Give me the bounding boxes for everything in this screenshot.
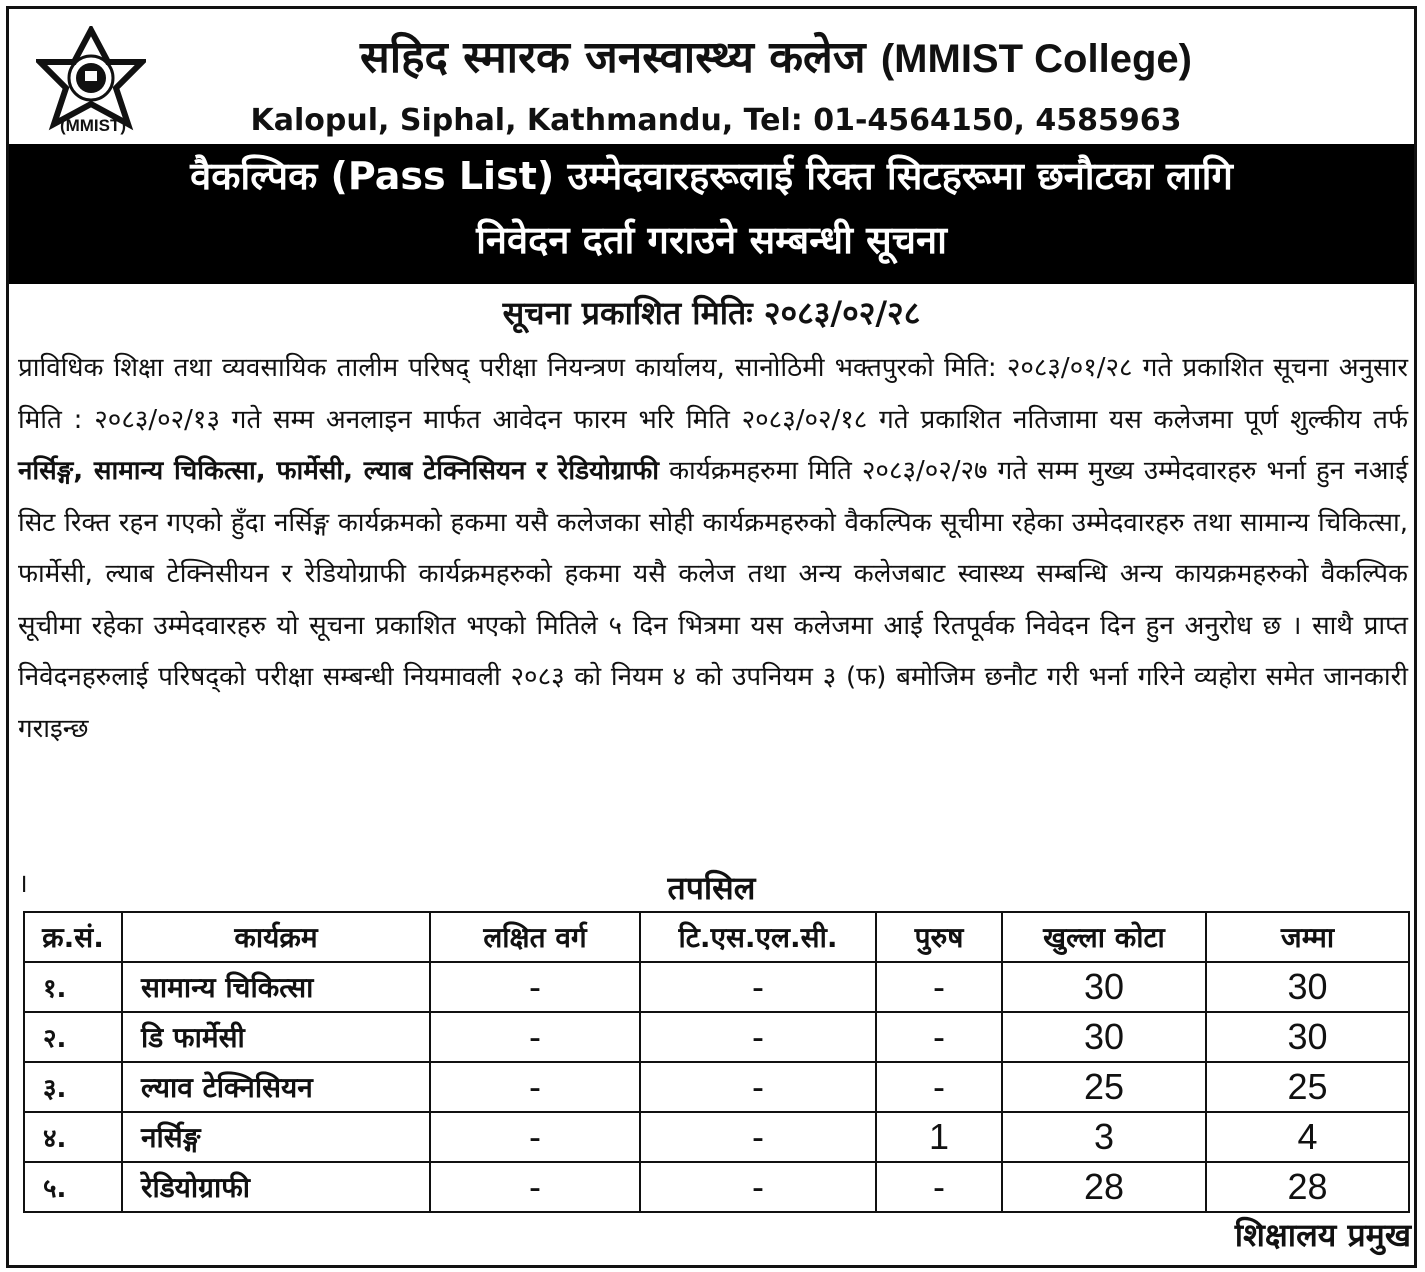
header-open-quota: खुल्ला कोटा xyxy=(1002,912,1206,962)
cell-targeted-group: - xyxy=(430,1062,640,1112)
cell-program: डि फार्मेसी xyxy=(122,1012,430,1062)
body-part-2: कार्यक्रमहरुमा मिति २०८३/०२/२७ गते सम्म मुख्य उम्मेदवारहरु भर्ना हुन नआई सिट रिक्त रहन गएको हुँदा नर्सिङ्ग कार्यक्रमको हकमा यसै कलेजका सोही कार्यक्रमहरुको वैकल्पिक सूचीमा रहेका उम्मेदवारहरु तथा सामान्य चिकित्सा, फार्मेसी, ल्याब टेक्निसीयन र रेडियोग्राफी कार्यक्रमहरुको हकमा यसै कलेज तथा अन्य कलेजबाट स्वास्थ्य सम्बन्धि अन्य कायक्रमहरुको वैकल्पिक सूचीमा रहेका उम्मेदवारहरु यो सूचना प्रकाशित भएको मितिले ५ दिन भित्रमा यस कलेजमा आई रितपूर्वक निवेदन दिन हुन अनुरोध छ । साथै प्राप्त निवेदनहरुलाई परिषद्को परीक्षा सम्बन्धी नियमावली २०८३ को नियम ४ को उपनियम ३ (फ) बमोजिम छनौट गरी भर्ना गरिने व्यहोरा समेत जानकारी गराइन्छ xyxy=(18,456,1408,744)
cell-total: 28 xyxy=(1206,1162,1409,1212)
cell-serial: ३. xyxy=(24,1062,122,1112)
cell-total: 30 xyxy=(1206,1012,1409,1062)
signature-line: शिक्षालय प्रमुख xyxy=(1234,1216,1411,1254)
notice-title-line1: वैकल्पिक (Pass List) उम्मेदवारहरूलाई रिक्त सिटहरूमा छनौटका लागि xyxy=(190,154,1233,198)
college-name-nepali: सहिद स्मारक जनस्वास्थ्य कलेज xyxy=(360,32,866,83)
cell-male: 1 xyxy=(876,1112,1002,1162)
college-address: Kalopul, Siphal, Kathmandu, Tel: 01-4564150, 4585963 xyxy=(250,103,1182,138)
notice-title-banner xyxy=(9,144,1414,284)
cell-serial: १. xyxy=(24,962,122,1012)
table-header-row xyxy=(24,912,1409,962)
header-targeted-group: लक्षित वर्ग xyxy=(430,912,640,962)
table-row xyxy=(24,1062,1409,1112)
body-end-mark: । xyxy=(18,869,28,899)
table-row xyxy=(24,962,1409,1012)
cell-program: ल्याव टेक्निसियन xyxy=(122,1062,430,1112)
seats-table xyxy=(23,911,1410,1213)
cell-serial: ५. xyxy=(24,1162,122,1212)
college-name-english: (MMIST College) xyxy=(880,37,1192,81)
cell-program: नर्सिङ्ग xyxy=(122,1112,430,1162)
cell-serial: ४. xyxy=(24,1112,122,1162)
cell-program: रेडियोग्राफी xyxy=(122,1162,430,1212)
cell-tslc: - xyxy=(640,1112,876,1162)
cell-targeted-group: - xyxy=(430,962,640,1012)
header-tslc: टि.एस.एल.सी. xyxy=(640,912,876,962)
notice-header xyxy=(6,6,1417,144)
table-row xyxy=(24,1112,1409,1162)
cell-male: - xyxy=(876,1062,1002,1112)
header-program: कार्यक्रम xyxy=(122,912,430,962)
header-serial: क्र.सं. xyxy=(24,912,122,962)
body-bold-programs: नर्सिङ्ग, सामान्य चिकित्सा, फार्मेसी, ल्याब टेक्निसियन र रेडियोग्राफी xyxy=(18,456,660,486)
cell-total: 30 xyxy=(1206,962,1409,1012)
cell-total: 4 xyxy=(1206,1112,1409,1162)
cell-male: - xyxy=(876,1012,1002,1062)
table-title: तपसिल xyxy=(667,869,756,907)
cell-targeted-group: - xyxy=(430,1012,640,1062)
cell-tslc: - xyxy=(640,962,876,1012)
college-name xyxy=(166,28,1386,89)
cell-program: सामान्य चिकित्सा xyxy=(122,962,430,1012)
cell-tslc: - xyxy=(640,1062,876,1112)
header-total: जम्मा xyxy=(1206,912,1409,962)
cell-open-quota: 3 xyxy=(1002,1112,1206,1162)
notice-title-line2: निवेदन दर्ता गराउने सम्बन्धी सूचना xyxy=(476,218,947,262)
table-row xyxy=(24,1012,1409,1062)
logo-abbreviation: (MMIST) xyxy=(59,116,127,135)
cell-tslc: - xyxy=(640,1012,876,1062)
cell-total: 25 xyxy=(1206,1062,1409,1112)
cell-male: - xyxy=(876,1162,1002,1212)
notice-body xyxy=(18,343,1408,755)
cell-open-quota: 30 xyxy=(1002,1012,1206,1062)
table-row xyxy=(24,1162,1409,1212)
header-male: पुरुष xyxy=(876,912,1002,962)
cell-male: - xyxy=(876,962,1002,1012)
cell-open-quota: 30 xyxy=(1002,962,1206,1012)
cell-targeted-group: - xyxy=(430,1162,640,1212)
cell-serial: २. xyxy=(24,1012,122,1062)
publish-date: सूचना प्रकाशित मितिः २०८३/०२/२८ xyxy=(502,294,921,332)
cell-targeted-group: - xyxy=(430,1112,640,1162)
cell-open-quota: 25 xyxy=(1002,1062,1206,1112)
cell-tslc: - xyxy=(640,1162,876,1212)
body-part-1: प्राविधिक शिक्षा तथा व्यवसायिक तालीम परिषद् परीक्षा नियन्त्रण कार्यालय, सानोठिमी भक्तपुरको मिति: २०८३/०१/२८ गते प्रकाशित सूचना अनुसार मिति : २०८३/०२/१३ गते सम्म अनलाइन मार्फत आवेदन फारम भरि मिति २०८३/०२/१८ गते प्रकाशित नतिजामा यस कलेजमा पूर्ण शुल्कीय तर्फ xyxy=(18,353,1408,435)
cell-open-quota: 28 xyxy=(1002,1162,1206,1212)
